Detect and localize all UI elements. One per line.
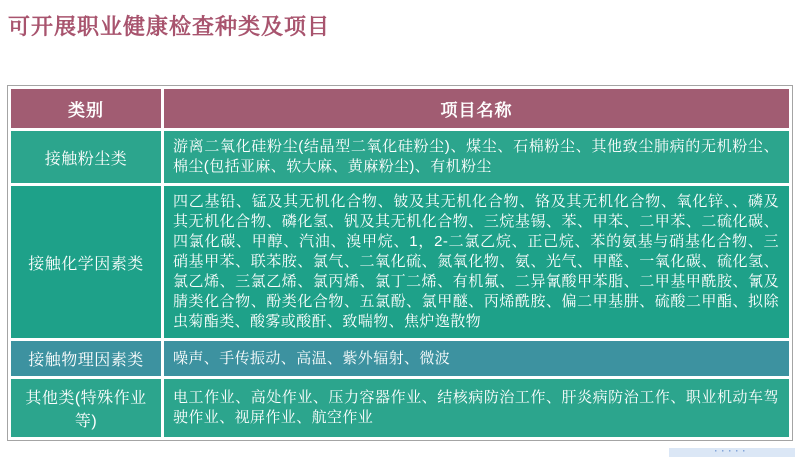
table-row-other [11, 379, 789, 437]
items-cell-chemical: 四乙基铅、锰及其无机化合物、铍及其无机化合物、铬及其无机化合物、氧化锌、、磷及其无机化合物、磷化氢、钒及其无机化合物、三烷基锡、苯、甲苯、二甲苯、二硫化碳、四氯化碳、甲醇、汽油、溴甲烷、1，2-二氯乙烷、正己烷、苯的氨基与硝基化合物、三硝基甲苯、联苯胺、氯气、二氧化硫、氮氧化物、氨、光气、甲醛、一氧化碳、硫化氢、氯乙烯、三氯乙烯、氯丙烯、氯丁二烯、有机氟、二异氰酸甲苯脂、二甲基甲酰胺、氰及腈类化合物、酚类化合物、五氯酚、氯甲醚、丙烯酰胺、偏二甲基肼、硫酸二甲酯、拟除虫菊酯类、酸雾或酸酐、致喘物、焦炉逸散物 [164, 186, 789, 338]
header-category: 类别 [11, 89, 161, 128]
horizontal-scrollbar[interactable] [669, 448, 795, 457]
category-cell-physical: 接触物理因素类 [11, 341, 161, 376]
header-item-names: 项目名称 [164, 89, 789, 128]
items-cell-dust: 游离二氧化硅粉尘(结晶型二氧化硅粉尘)、煤尘、石棉粉尘、其他致尘肺病的无机粉尘、棉尘(包括亚麻、软大麻、黄麻粉尘)、有机粉尘 [164, 131, 789, 183]
health-check-table [8, 86, 792, 440]
page-title: 可开展职业健康检查种类及项目 [8, 14, 331, 39]
table-row-dust [11, 131, 789, 183]
category-cell-other: 其他类(特殊作业等) [11, 379, 161, 437]
items-cell-other: 电工作业、高处作业、压力容器作业、结核病防治工作、肝炎病防治工作、职业机动车驾驶作业、视屏作业、航空作业 [164, 379, 789, 437]
items-cell-physical: 噪声、手传振动、高温、紫外辐射、微波 [164, 341, 789, 376]
category-cell-chemical: 接触化学因素类 [11, 186, 161, 338]
table-row-physical [11, 341, 789, 376]
category-cell-dust: 接触粉尘类 [11, 131, 161, 183]
table-row-chemical [11, 186, 789, 338]
table-header-row [11, 89, 789, 128]
scrollbar-dots: ····· [714, 446, 750, 456]
slide [0, 10, 800, 460]
